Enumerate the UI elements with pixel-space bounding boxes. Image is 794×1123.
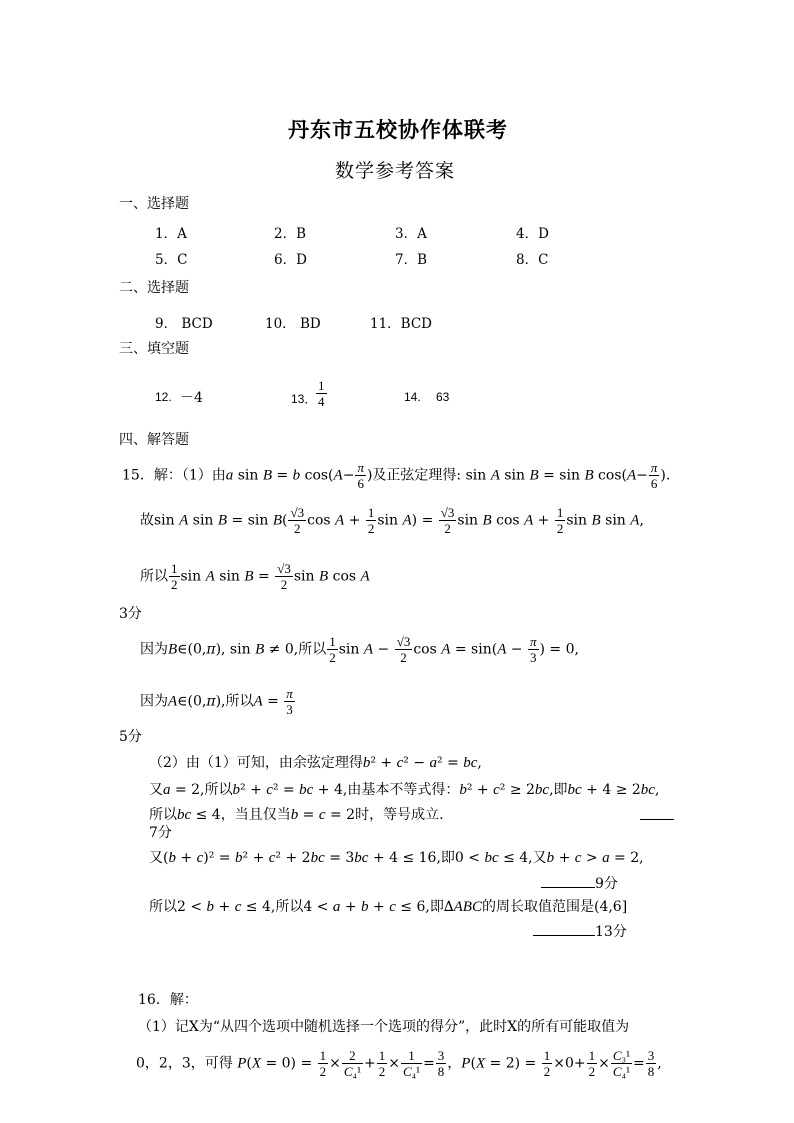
answer-item: 5．C xyxy=(155,252,188,268)
q12-label: 12. xyxy=(155,390,172,404)
answer-item: 8．C xyxy=(516,252,549,268)
score-13: 13分 xyxy=(595,924,627,940)
q15-line-5: 因为A∈(0,π),所以A = $\frac{\pi}{3}$ xyxy=(140,686,293,717)
q15-part2-line-2: 又a = 2,所以b² + c² = bc + 4,由基本不等式得：b² + c² ≥ 2bc,即bc + 4 ≥ 2bc, xyxy=(149,782,660,798)
score-9: 9分 xyxy=(595,876,618,892)
section-heading-multi-choice: 二、选择题 xyxy=(119,280,189,296)
q15-part2-line-5: 所以2 < b + c ≤ 4,所以4 < a + b + c ≤ 6,即∆ABC的周长取值范围是(4,6] xyxy=(149,899,628,915)
score-7: 7分 xyxy=(149,825,172,841)
q16-label: 16．解： xyxy=(138,992,198,1008)
q13-value: $\frac{1}{4}$ xyxy=(318,378,325,409)
section-heading-solution: 四、解答题 xyxy=(119,432,189,448)
score-line-7 xyxy=(640,805,674,820)
answer-item: 2．B xyxy=(274,226,307,242)
answer-item: 1．A xyxy=(155,226,187,242)
score-5: 5分 xyxy=(119,729,142,745)
answer-item: 4．D xyxy=(516,226,549,242)
score-3: 3分 xyxy=(119,606,142,622)
answer-item: 3．A xyxy=(395,226,427,242)
answer-item: 10． BD xyxy=(265,316,321,332)
section-heading-fill: 三、填空题 xyxy=(119,341,189,357)
section-heading-choice: 一、选择题 xyxy=(119,196,189,212)
score-13-row xyxy=(533,921,627,941)
q15-part2-line-4: 又(b + c)² = b² + c² + 2bc = 3bc + 4 ≤ 16,即0 < bc ≤ 4,又b + c > a = 2, xyxy=(149,850,644,866)
q12-value: －4 xyxy=(180,390,203,406)
q15-line-3: 所以 $\frac{1}{2}$ sin A sin B = $\frac{√3}{2}$ sin B cos A xyxy=(140,561,370,592)
page-title: 丹东市五校协作体联考 xyxy=(288,117,508,142)
answer-item: 11．BCD xyxy=(370,316,433,332)
q13-label: 13． xyxy=(291,392,317,406)
answer-item: 9． BCD xyxy=(155,316,213,332)
answer-item: 6．D xyxy=(274,252,307,268)
answer-item: 7．B xyxy=(395,252,428,268)
page-subtitle: 数学参考答案 xyxy=(335,160,456,182)
q14-label: 14. xyxy=(404,390,421,404)
q15-line-2: 故sin A sin B = sin B( $\frac{√3}{2}$ cos A + $\frac{1}{2}$ sin A) = $\frac{√3}{2}$ sin B cos A + $\frac{1}{2}$ sin B sin A, xyxy=(140,505,644,536)
q15-line-4: 因为B∈(0,π), sin B ≠ 0,所以 $\frac{1}{2}$ sin A − $\frac{√3}{2}$ cos A = sin(A − $\frac{\pi}{3}$ ) = 0, xyxy=(140,634,579,665)
score-9-row xyxy=(541,873,618,893)
q16-line-2: 0，2，3，可得 P(X = 0) = $\frac{1}{2}$ × $\frac{2}{\text{C₄¹}}$ + $\frac{1}{2}$ × $\frac{1}{\text{C₄¹}}$ = $\frac{3}{8}$ ，P(X = 2) = $\frac{1}{2}$ ×0+ $\frac{1}{2}$ × $\frac{\text{C₃¹}}{\text{C₄¹}}$ = $\frac{3}{8}$ , xyxy=(136,1048,662,1079)
q14-value: 63 xyxy=(436,390,450,404)
q16-line-1: （1）记X为“从四个选项中随机选择一个选项的得分”，此时X的所有可能取值为 xyxy=(138,1019,630,1035)
q15-part2-line-3: 所以bc ≤ 4，当且仅当b = c = 2时，等号成立. xyxy=(149,807,444,823)
q15-part2-line-1: （2）由（1）可知，由余弦定理得b² + c² − a² = bc, xyxy=(149,755,482,771)
q15-line-1: 15．解：（1）由a sin B = b cos(A− $\frac{\pi}{6}$ )及正弦定理得: sin A sin B = sin B cos(A− $\frac{\pi}{6}$ ). xyxy=(122,460,671,491)
